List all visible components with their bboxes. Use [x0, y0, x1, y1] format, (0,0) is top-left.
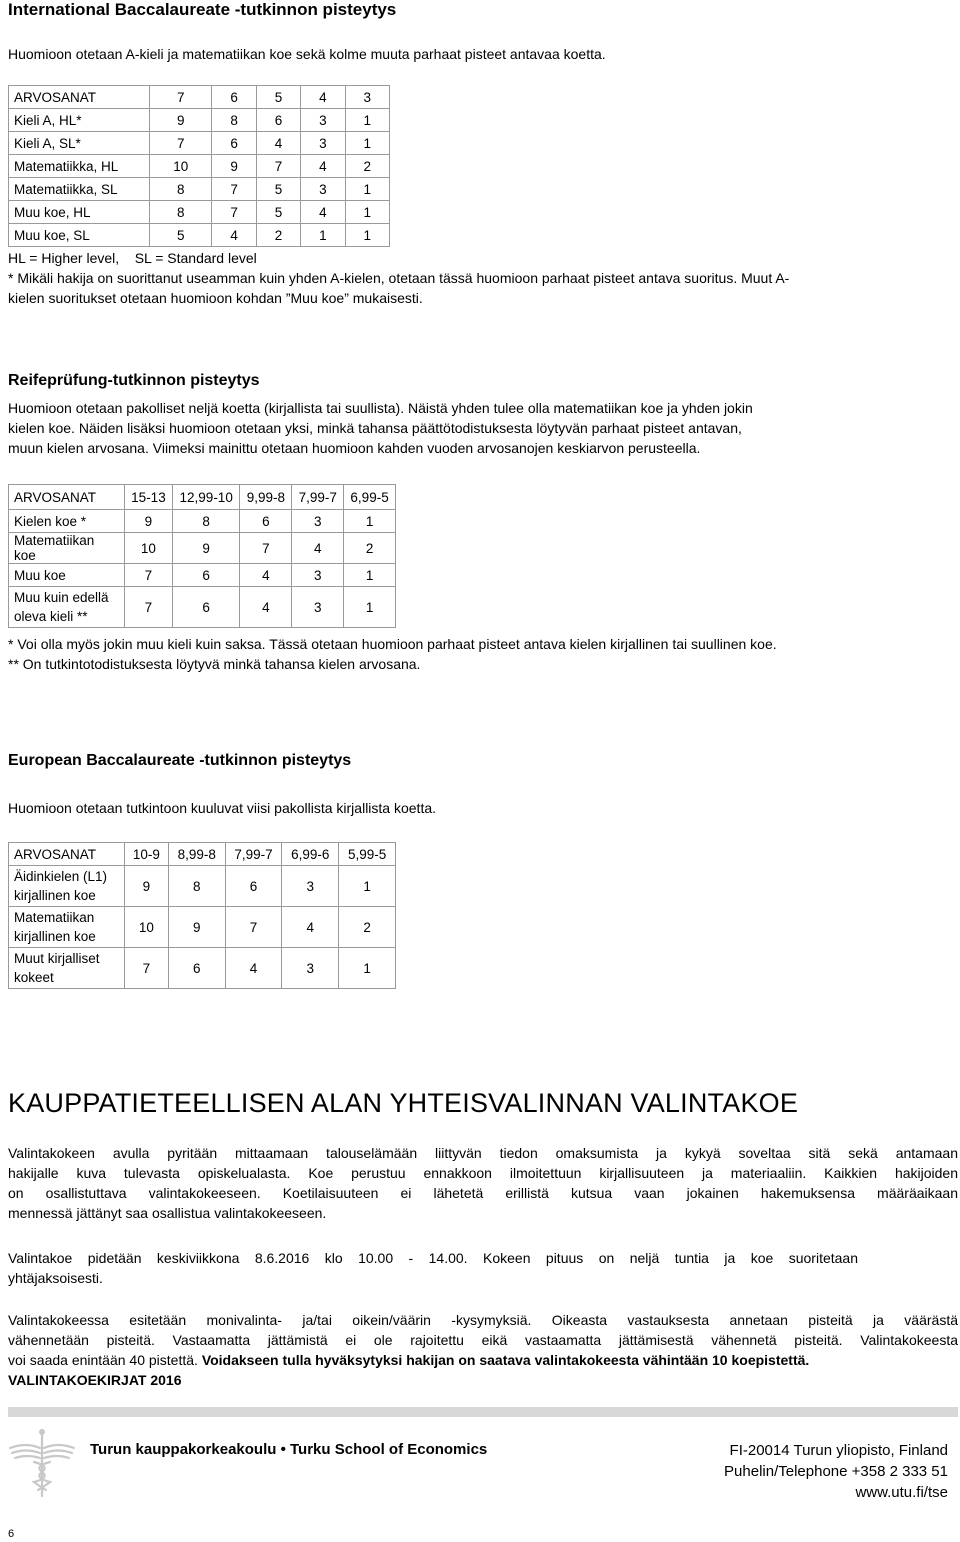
row-label-line1: Muut kirjalliset: [14, 951, 100, 966]
eb-table: [8, 842, 396, 989]
table-cell: Matematiikan koe: [9, 533, 125, 564]
footer-divider: [8, 1407, 958, 1417]
table-cell: 3: [345, 86, 389, 109]
table-row: [9, 587, 396, 628]
table-cell: 1: [345, 224, 389, 247]
table-cell: 6: [225, 866, 282, 907]
row-label-line1: Muu kuin edellä: [14, 590, 109, 605]
table-row: [9, 948, 396, 989]
row-label-line2: oleva kieli **: [14, 609, 88, 624]
table-cell: 3: [301, 132, 345, 155]
table-cell: 5: [256, 178, 300, 201]
table-cell: 7,99-7: [292, 485, 344, 510]
rp-table: [8, 484, 396, 628]
table-cell: 10: [125, 907, 169, 948]
table-cell: 7: [125, 587, 173, 628]
table-cell: 7: [256, 155, 300, 178]
table-cell: 1: [345, 201, 389, 224]
table-row: [9, 907, 396, 948]
table-cell: 12,99-10: [172, 485, 240, 510]
table-cell: 8: [212, 109, 256, 132]
table-cell: 2: [345, 155, 389, 178]
table-cell: [9, 866, 125, 907]
table-cell: ARVOSANAT: [9, 843, 125, 866]
table-row: [9, 178, 390, 201]
valintakoe-heading: KAUPPATIETEELLISEN ALAN YHTEISVALINNAN VALINTAKOE: [8, 1088, 799, 1118]
table-cell: 4: [240, 564, 292, 587]
paragraph-text: voi saada enintään 40 pistettä.: [8, 1352, 202, 1368]
table-cell: 10: [125, 533, 173, 564]
table-cell: 2: [256, 224, 300, 247]
caduceus-icon: [6, 1426, 78, 1498]
table-cell: 4: [292, 533, 344, 564]
ib-note-line2: kielen suoritukset otetaan huomioon kohdan ”Muu koe” mukaisesti.: [8, 290, 423, 306]
table-cell: 7: [240, 533, 292, 564]
table-cell: 4: [282, 907, 339, 948]
rp-intro-line3: muun kielen arvosana. Viimeksi mainittu otetaan huomioon kahden vuoden arvosanojen keskiarvon perusteella.: [8, 440, 701, 456]
table-cell: 7,99-7: [225, 843, 282, 866]
page-number: 6: [8, 1528, 15, 1540]
table-row: [9, 485, 396, 510]
table-cell: 1: [339, 948, 396, 989]
table-cell: 3: [292, 587, 344, 628]
table-cell: 4: [301, 86, 345, 109]
ib-title: International Baccalaureate -tutkinnon pisteytys: [8, 0, 397, 19]
table-cell: 4: [256, 132, 300, 155]
table-cell: ARVOSANAT: [9, 485, 125, 510]
table-cell: 6: [168, 948, 225, 989]
table-cell: 5,99-5: [339, 843, 396, 866]
table-cell: 3: [292, 564, 344, 587]
footer-address: FI-20014 Turun yliopisto, Finland: [729, 1442, 948, 1459]
paragraph-line: Valintakokeen avulla pyritään mittaamaan talouselämään liittyvän tiedon omaksumista ja kykyä soveltaa sitä sekä antamaan: [8, 1145, 958, 1161]
paragraph-line: vähennetään pisteitä. Vastaamatta jättämistä ei ole rajoitettu eikä vastaamatta jättämisestä vähennetä pisteitä. Valintakokeesta: [8, 1332, 958, 1348]
table-cell: 2: [344, 533, 396, 564]
table-cell: 5: [256, 201, 300, 224]
table-cell: 6: [212, 132, 256, 155]
table-row: [9, 201, 390, 224]
rp-intro-line2: kielen koe. Näiden lisäksi huomioon otetaan yksi, minkä tahansa päättötodistuksesta löytyvän parhaat pisteet antavan,: [8, 420, 742, 436]
table-cell: 1: [344, 587, 396, 628]
table-cell: 6: [172, 564, 240, 587]
rp-title: Reifeprüfung-tutkinnon pisteytys: [8, 372, 260, 389]
row-label-line2: kirjallinen koe: [14, 888, 96, 903]
table-cell: 5: [150, 224, 212, 247]
table-cell: 1: [339, 866, 396, 907]
table-cell: Muu koe: [9, 564, 125, 587]
table-cell: 8: [150, 201, 212, 224]
table-cell: 6: [256, 109, 300, 132]
table-cell: 6: [240, 510, 292, 533]
eb-title: European Baccalaureate -tutkinnon pisteytys: [8, 752, 352, 769]
rp-note1: * Voi olla myös jokin muu kieli kuin saksa. Tässä otetaan huomioon parhaat pisteet antava kielen kirjallinen tai suullinen koe.: [8, 636, 777, 652]
row-label-line1: Matematiikan: [14, 910, 95, 925]
table-cell: 1: [301, 224, 345, 247]
table-cell: 10-9: [125, 843, 169, 866]
table-row: [9, 224, 390, 247]
row-label-line2: kirjallinen koe: [14, 929, 96, 944]
table-cell: 7: [150, 86, 212, 109]
table-cell: 4: [301, 201, 345, 224]
ib-intro: Huomioon otetaan A-kieli ja matematiikan koe sekä kolme muuta parhaat pisteet antavaa koetta.: [8, 46, 606, 62]
table-cell: 7: [225, 907, 282, 948]
paragraph-line: Valintakoe pidetään keskiviikkona 8.6.2016 klo 10.00 - 14.00. Kokeen pituus on neljä tuntia ja koe suoritetaan: [8, 1250, 858, 1266]
paragraph-line: Valintakokeessa esitetään monivalinta- ja/tai oikein/väärin -kysymyksiä. Oikeasta vastauksesta annetaan pisteitä ja väärästä: [8, 1312, 958, 1328]
row-label-line2: kokeet: [14, 970, 54, 985]
table-cell: Kieli A, SL*: [9, 132, 150, 155]
valintakoe-paragraph-1: [8, 1143, 958, 1223]
table-row: [9, 86, 390, 109]
table-cell: 1: [344, 510, 396, 533]
eb-intro: Huomioon otetaan tutkintoon kuuluvat viisi pakollista kirjallista koetta.: [8, 800, 437, 816]
table-row: [9, 155, 390, 178]
table-cell: Muu koe, SL: [9, 224, 150, 247]
table-cell: 7: [212, 201, 256, 224]
valintakoe-paragraph-2: [8, 1248, 858, 1288]
rp-note2: ** On tutkintotodistuksesta löytyvä minkä tahansa kielen arvosana.: [8, 656, 421, 672]
table-row: [9, 564, 396, 587]
table-cell: 1: [345, 178, 389, 201]
table-cell: 8: [150, 178, 212, 201]
table-cell: 8,99-8: [168, 843, 225, 866]
table-cell: 5: [256, 86, 300, 109]
table-cell: 7: [150, 132, 212, 155]
table-cell: 7: [212, 178, 256, 201]
valintakoe-paragraph-3: [8, 1310, 958, 1390]
table-row: [9, 109, 390, 132]
table-cell: 9: [125, 866, 169, 907]
table-cell: 6: [212, 86, 256, 109]
ib-note-line1: * Mikäli hakija on suorittanut useamman kuin yhden A-kielen, otetaan tässä huomioon parhaat pisteet antava suoritus. Muut A-: [8, 270, 790, 286]
table-cell: 3: [292, 510, 344, 533]
table-cell: 8: [168, 866, 225, 907]
table-cell: 4: [301, 155, 345, 178]
table-cell: 9: [150, 109, 212, 132]
table-cell: 10: [150, 155, 212, 178]
table-cell: 1: [345, 109, 389, 132]
table-cell: 3: [282, 866, 339, 907]
paragraph-line: on osallistuttava valintakokeeseen. Koetilaisuuteen ei lähetetä erillistä kutsua vaan jokainen hakemuksensa määräaikaan: [8, 1185, 958, 1201]
table-cell: 4: [225, 948, 282, 989]
paragraph-line: mennessä jättänyt saa osallistua valintakokeeseen.: [8, 1205, 327, 1221]
paragraph-bold-text: Voidakseen tulla hyväksytyksi hakijan on saatava valintakokeesta vähintään 10 koepistettä.: [201, 1352, 810, 1368]
table-cell: 1: [345, 132, 389, 155]
table-cell: Matematiikka, SL: [9, 178, 150, 201]
table-cell: Muu koe, HL: [9, 201, 150, 224]
valintakoekirjat-heading: VALINTAKOEKIRJAT 2016: [8, 1372, 182, 1388]
table-row: [9, 510, 396, 533]
table-cell: 7: [125, 948, 169, 989]
table-cell: 7: [125, 564, 173, 587]
table-row: [9, 843, 396, 866]
footer-website-link[interactable]: www.utu.fi/tse: [855, 1484, 948, 1501]
footer-phone: Puhelin/Telephone +358 2 333 51: [724, 1463, 948, 1480]
table-cell: 15-13: [125, 485, 173, 510]
table-cell: Kieli A, HL*: [9, 109, 150, 132]
table-cell: [9, 948, 125, 989]
table-cell: 4: [212, 224, 256, 247]
table-cell: 6: [172, 587, 240, 628]
table-row: [9, 866, 396, 907]
table-cell: 4: [240, 587, 292, 628]
footer-contact: [724, 1440, 948, 1503]
table-cell: [9, 907, 125, 948]
paragraph-line: [8, 1350, 958, 1370]
table-cell: 8: [172, 510, 240, 533]
paragraph-line: yhtäjaksoisesti.: [8, 1270, 103, 1286]
table-cell: 3: [301, 109, 345, 132]
table-cell: 9: [125, 510, 173, 533]
ib-legend: HL = Higher level, SL = Standard level: [8, 250, 257, 266]
table-row: [9, 533, 396, 564]
rp-intro-line1: Huomioon otetaan pakolliset neljä koetta (kirjallista tai suullista). Näistä yhden tulee olla matematiikan koe ja yhden jokin: [8, 400, 753, 416]
table-row: [9, 132, 390, 155]
row-label-line1: Äidinkielen (L1): [14, 869, 108, 884]
table-cell: Matematiikka, HL: [9, 155, 150, 178]
table-cell: 9: [168, 907, 225, 948]
table-cell: 6,99-5: [344, 485, 396, 510]
table-cell: 3: [282, 948, 339, 989]
table-cell: 1: [344, 564, 396, 587]
table-cell: 2: [339, 907, 396, 948]
table-cell: ARVOSANAT: [9, 86, 150, 109]
table-cell: 6,99-6: [282, 843, 339, 866]
table-cell: [9, 587, 125, 628]
table-cell: 9,99-8: [240, 485, 292, 510]
ib-table: [8, 85, 390, 247]
table-cell: 9: [172, 533, 240, 564]
table-cell: 9: [212, 155, 256, 178]
table-cell: Kielen koe *: [9, 510, 125, 533]
paragraph-line: hakijalle kuva tulevasta opiskelualasta. Koe perustuu ennakkoon ilmoitettuun kirjallisuuteen ja materiaaliin. Kaikkien hakijoiden: [8, 1165, 958, 1181]
table-cell: 3: [301, 178, 345, 201]
footer-organization: Turun kauppakorkeakoulu • Turku School of Economics: [90, 1441, 488, 1458]
